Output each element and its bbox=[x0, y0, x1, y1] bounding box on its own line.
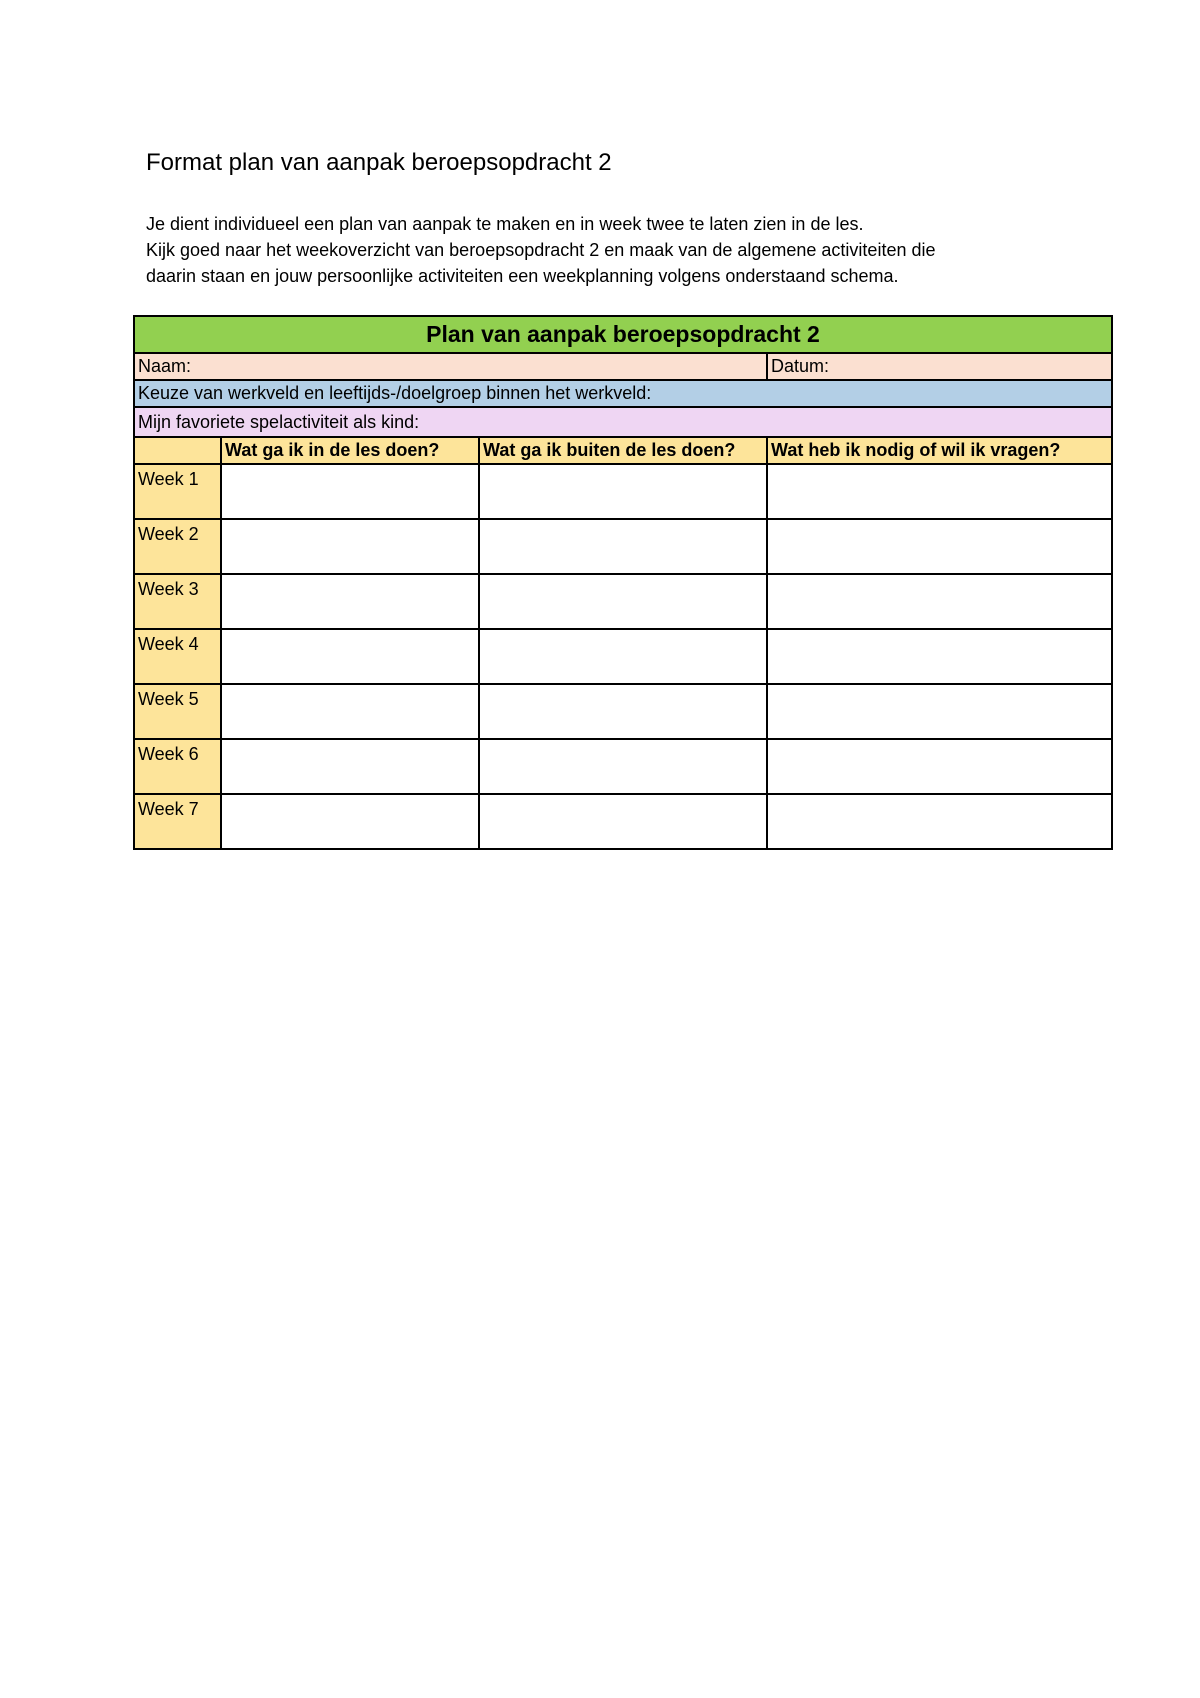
needs-cell[interactable] bbox=[767, 574, 1112, 629]
table-title: Plan van aanpak beroepsopdracht 2 bbox=[134, 316, 1112, 353]
week-row bbox=[134, 794, 1112, 849]
week-label: Week 6 bbox=[134, 739, 221, 794]
needs-cell[interactable] bbox=[767, 739, 1112, 794]
choice-label: Keuze van werkveld en leeftijds-/doelgroep binnen het werkveld: bbox=[138, 383, 652, 403]
week-label: Week 3 bbox=[134, 574, 221, 629]
week-label: Week 2 bbox=[134, 519, 221, 574]
week-label: Week 1 bbox=[134, 464, 221, 519]
needs-cell[interactable] bbox=[767, 684, 1112, 739]
week-label: Week 7 bbox=[134, 794, 221, 849]
outside-class-cell[interactable] bbox=[479, 574, 767, 629]
week-row bbox=[134, 739, 1112, 794]
week-row bbox=[134, 574, 1112, 629]
intro-line: daarin staan en jouw persoonlijke activiteiten een weekplanning volgens onderstaand schema. bbox=[146, 266, 899, 286]
in-class-cell[interactable] bbox=[221, 519, 479, 574]
table-title-row bbox=[134, 316, 1112, 353]
name-field[interactable] bbox=[134, 353, 767, 380]
week-row bbox=[134, 684, 1112, 739]
intro-line: Kijk goed naar het weekoverzicht van beroepsopdracht 2 en maak van de algemene activiteiten die bbox=[146, 240, 936, 260]
favorite-row bbox=[134, 407, 1112, 437]
plan-table bbox=[133, 315, 1113, 850]
intro-line: Je dient individueel een plan van aanpak te maken en in week twee te laten zien in de les. bbox=[146, 214, 864, 234]
needs-cell[interactable] bbox=[767, 794, 1112, 849]
week-row bbox=[134, 464, 1112, 519]
intro-text bbox=[146, 211, 1106, 289]
choice-field[interactable] bbox=[134, 380, 1112, 407]
outside-class-cell[interactable] bbox=[479, 684, 767, 739]
needs-cell[interactable] bbox=[767, 464, 1112, 519]
needs-cell[interactable] bbox=[767, 629, 1112, 684]
outside-class-cell[interactable] bbox=[479, 629, 767, 684]
outside-class-cell[interactable] bbox=[479, 464, 767, 519]
date-label: Datum: bbox=[771, 356, 830, 376]
in-class-cell[interactable] bbox=[221, 739, 479, 794]
week-label: Week 5 bbox=[134, 684, 221, 739]
favorite-field[interactable] bbox=[134, 407, 1112, 437]
needs-cell[interactable] bbox=[767, 519, 1112, 574]
column-header: Wat heb ik nodig of wil ik vragen? bbox=[767, 437, 1112, 464]
document-title: Format plan van aanpak beroepsopdracht 2 bbox=[146, 149, 612, 176]
week-row bbox=[134, 629, 1112, 684]
in-class-cell[interactable] bbox=[221, 464, 479, 519]
name-label: Naam: bbox=[138, 356, 192, 376]
date-field[interactable] bbox=[767, 353, 1112, 380]
outside-class-cell[interactable] bbox=[479, 794, 767, 849]
corner-cell bbox=[134, 437, 221, 464]
favorite-label: Mijn favoriete spelactiviteit als kind: bbox=[138, 411, 420, 432]
column-header: Wat ga ik buiten de les doen? bbox=[479, 437, 767, 464]
name-date-row bbox=[134, 353, 1112, 380]
in-class-cell[interactable] bbox=[221, 629, 479, 684]
in-class-cell[interactable] bbox=[221, 794, 479, 849]
column-header: Wat ga ik in de les doen? bbox=[221, 437, 479, 464]
in-class-cell[interactable] bbox=[221, 574, 479, 629]
week-row bbox=[134, 519, 1112, 574]
column-header-row bbox=[134, 437, 1112, 464]
in-class-cell[interactable] bbox=[221, 684, 479, 739]
outside-class-cell[interactable] bbox=[479, 519, 767, 574]
choice-row bbox=[134, 380, 1112, 407]
week-label: Week 4 bbox=[134, 629, 221, 684]
outside-class-cell[interactable] bbox=[479, 739, 767, 794]
